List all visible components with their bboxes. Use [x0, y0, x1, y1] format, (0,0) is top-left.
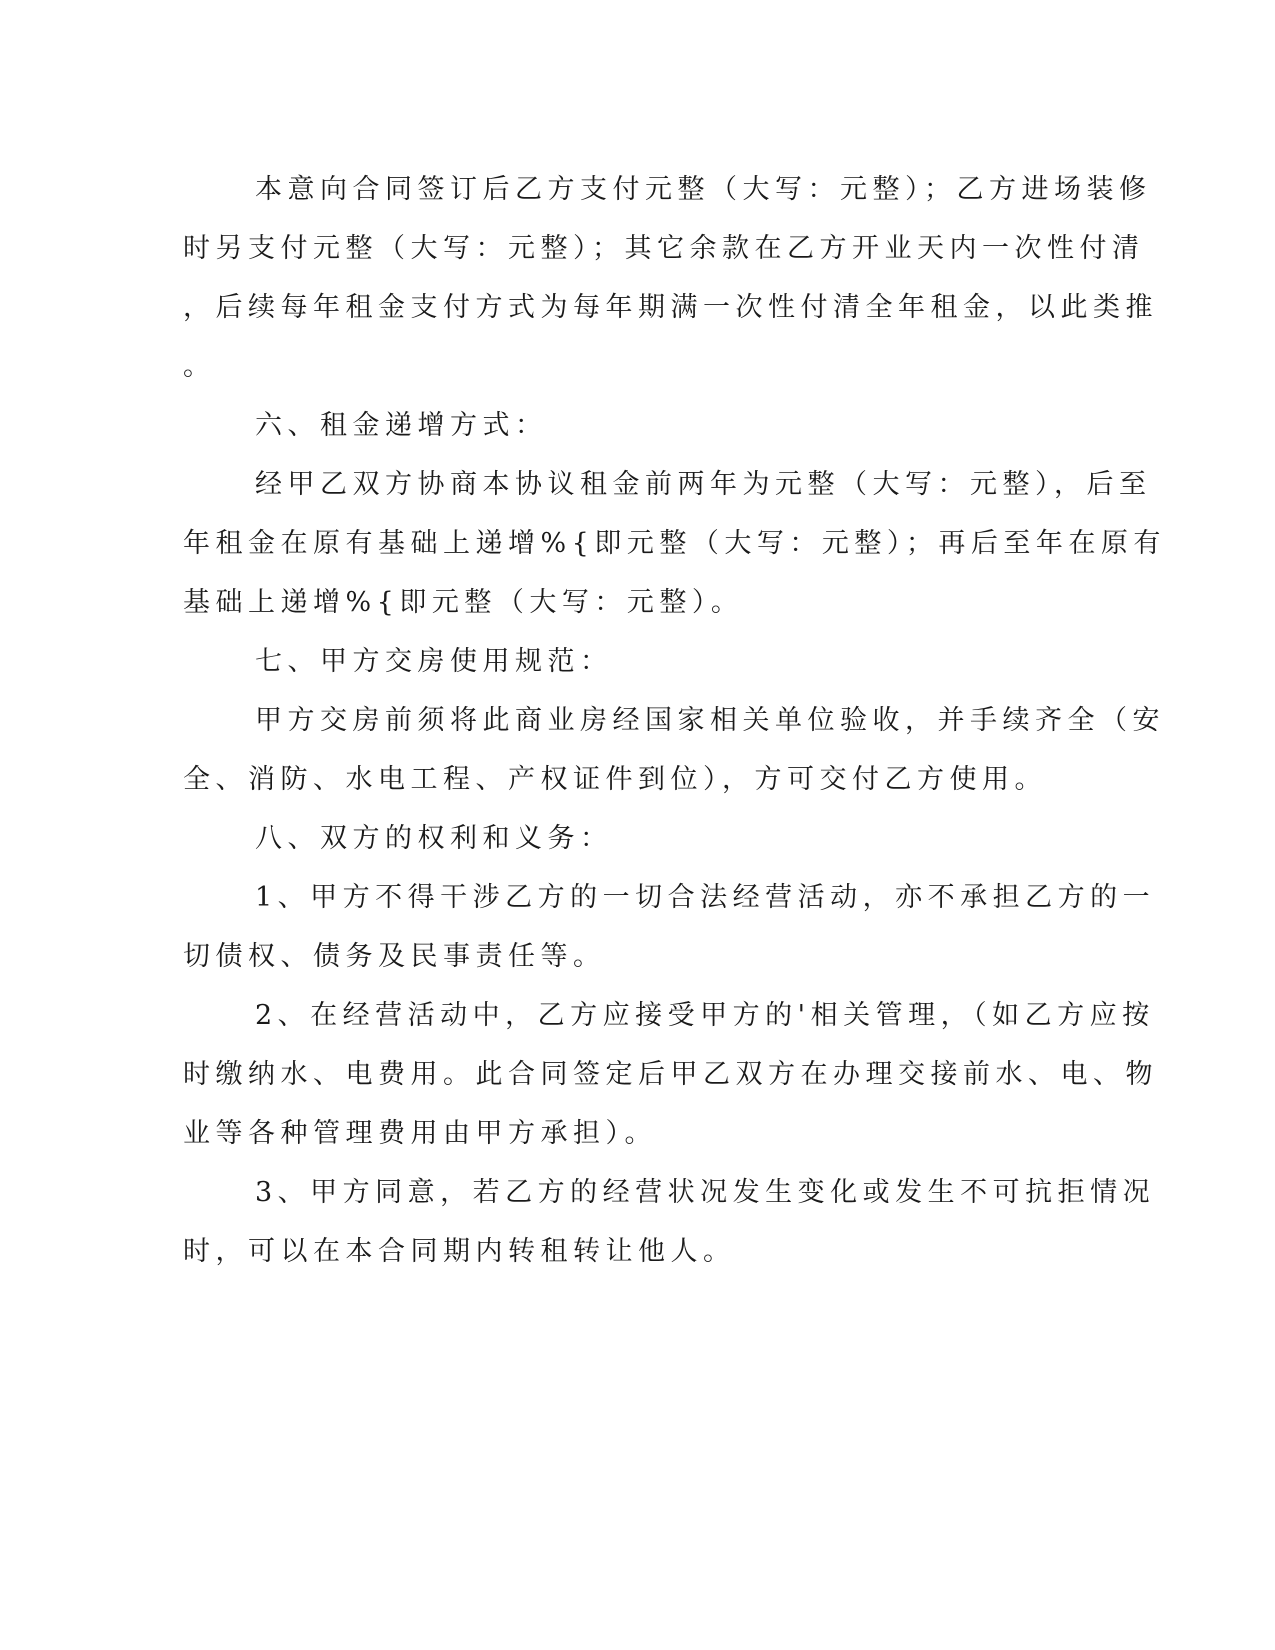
text-line: ，后续每年租金支付方式为每年期满一次性付清全年租金，以此类推 — [183, 292, 1158, 323]
text-line: 全、消防、水电工程、产权证件到位），方可交付乙方使用。 — [183, 764, 1047, 795]
text-line: 时缴纳水、电费用。此合同签定后甲乙双方在办理交接前水、电、物 — [183, 1059, 1158, 1090]
text-line: 基础上递增%{即元整（大写：元整）。 — [183, 587, 744, 618]
text-line: 本意向合同签订后乙方支付元整（大写：元整）；乙方进场装修 — [255, 174, 1152, 205]
text-line: 年租金在原有基础上递增%{即元整（大写：元整）；再后至年在原有 — [183, 528, 1166, 559]
section-heading-6: 六、租金递增方式： — [255, 410, 548, 441]
text-line: 时另支付元整（大写：元整）；其它余款在乙方开业天内一次性付清 — [183, 233, 1145, 264]
section-heading-8: 八、双方的权利和义务： — [255, 823, 613, 854]
section-heading-7: 七、甲方交房使用规范： — [255, 646, 613, 677]
text-line: 切债权、债务及民事责任等。 — [183, 941, 606, 972]
list-item-2: 2、在经营活动中，乙方应接受甲方的'相关管理，（如乙方应按 — [255, 1000, 1155, 1031]
text-line: 业等各种管理费用由甲方承担）。 — [183, 1118, 657, 1149]
list-item-3: 3、甲方同意，若乙方的经营状况发生变化或发生不可抗拒情况 — [255, 1177, 1156, 1208]
text-line: 经甲乙双方协商本协议租金前两年为元整（大写：元整），后至 — [255, 469, 1152, 500]
text-line: 。 — [183, 351, 216, 382]
document-body — [183, 160, 1166, 1281]
text-line: 甲方交房前须将此商业房经国家相关单位验收，并手续齐全（安 — [255, 705, 1165, 736]
text-line: 时，可以在本合同期内转租转让他人。 — [183, 1236, 736, 1267]
list-item-1: 1、甲方不得干涉乙方的一切合法经营活动，亦不承担乙方的一 — [255, 882, 1156, 913]
